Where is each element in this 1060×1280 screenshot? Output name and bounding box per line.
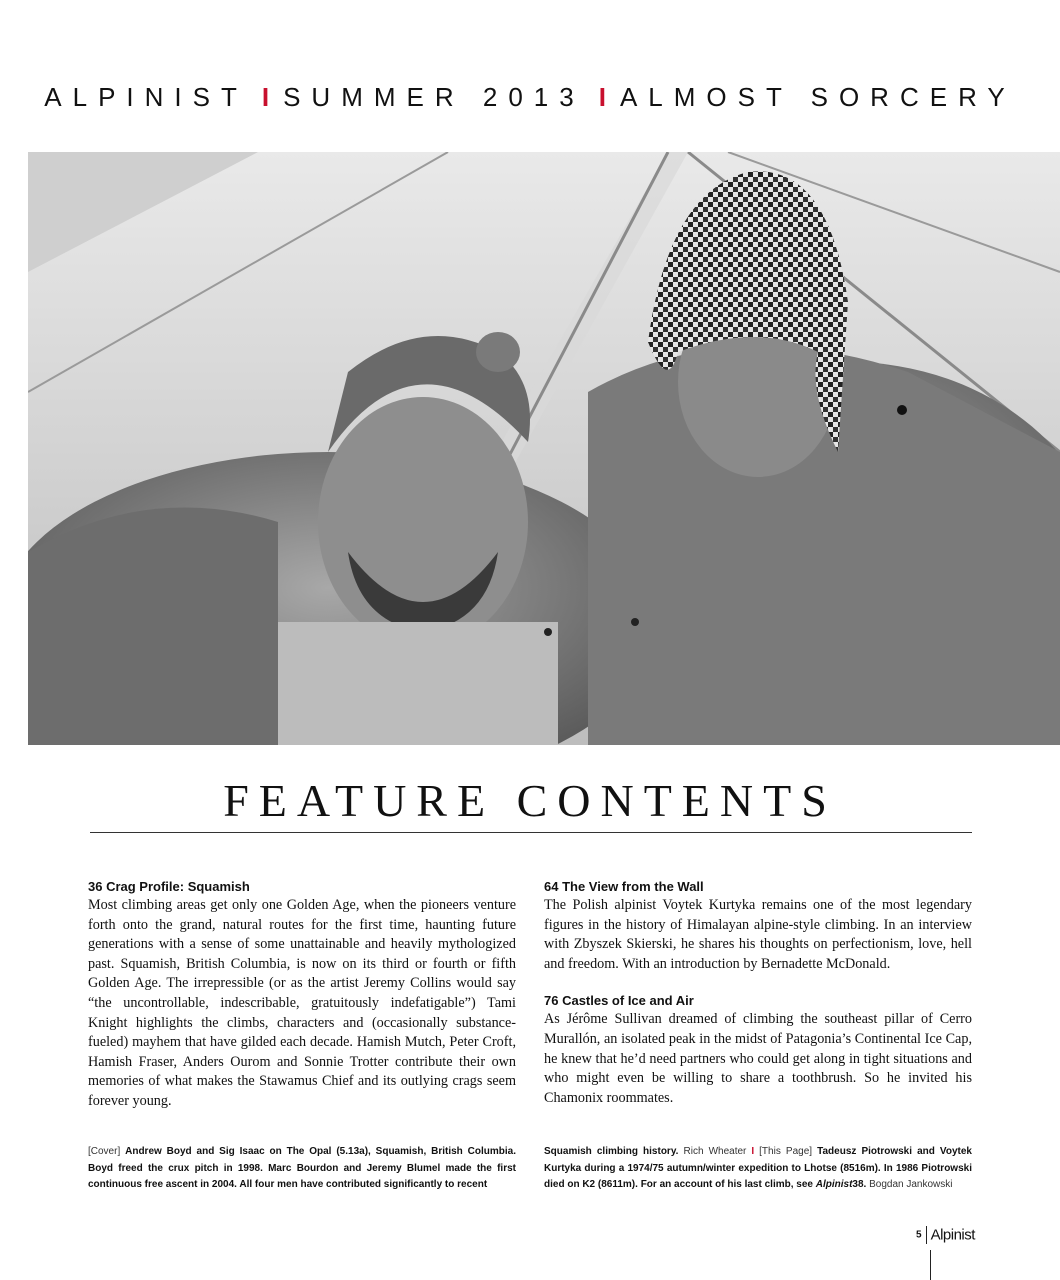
page-title: FEATURE CONTENTS — [223, 775, 837, 826]
title-rule — [90, 832, 972, 833]
folio-brand: Alpinist — [930, 1226, 975, 1244]
photo-illustration — [28, 152, 1060, 745]
cover-caption — [88, 1144, 516, 1194]
feature-entry — [88, 878, 516, 1112]
header-issue: SUMMER 2013 — [283, 82, 585, 112]
right-column — [544, 878, 972, 1122]
photo-caption — [544, 1144, 972, 1194]
running-header — [0, 82, 1060, 113]
caption-separator: I — [751, 1146, 755, 1157]
issue-reference: 38. — [852, 1179, 867, 1190]
page-number: 5 — [916, 1229, 922, 1241]
feature-heading: 36 Crag Profile: Squamish — [88, 879, 250, 894]
feature-description: As Jérôme Sullivan dreamed of climbing the southeast pillar of Cerro Murallón, an isolated peak in the midst of Patagonia’s Continental Ice Cap, he knew that he’d need partners who could get along in tight situations and who might even be willing to share a toothbrush. So he invited his Chamonix roommates. — [544, 1011, 972, 1106]
feature-heading: 64 The View from the Wall — [544, 879, 704, 894]
feature-photo — [28, 152, 1060, 745]
header-separator: I — [598, 82, 606, 112]
feature-entry — [544, 878, 972, 974]
feature-description: Most climbing areas get only one Golden Age, when the pioneers venture forth onto the grand, natural routes for the first time, haunting future generations with a sense of some unattainable and heavily mythologized past. Squamish, British Columbia, is now on its third or fourth or fifth Golden Age. The irrepressible (or as the artist Jeremy Collins would say “the uncontrollable, indescribable, gratuitously indefatigable”) Tami Knight highlights the climbs, characters and (occasionally substance-fueled) mayhem that have gilded each decade. Hamish Mutch, Peter Croft, Hamish Fraser, Anders Ourom and Sonnie Trotter contribute their own memories of what makes the Stawamus Chief and its outlying crags seem forever young. — [88, 897, 516, 1109]
feature-heading: 76 Castles of Ice and Air — [544, 993, 694, 1009]
cover-caption-continued: Squamish climbing history. — [544, 1146, 679, 1157]
cover-tag: [Cover] — [88, 1146, 121, 1157]
feature-entry — [544, 992, 972, 1108]
magazine-reference: Alpinist — [815, 1179, 853, 1190]
feature-description: The Polish alpinist Voytek Kurtyka remains one of the most legendary figures in the history of Himalayan alpine-style climbing. In an interview with Zbyszek Skierski, he shares his thoughts on perfectionism, love, hell and freedom. With an introduction by Bernadette McDonald. — [544, 897, 972, 972]
header-theme: ALMOST SORCERY — [619, 82, 1016, 112]
cover-caption-text: Andrew Boyd and Sig Isaac on The Opal (5.13a), Squamish, British Columbia. Boyd freed the crux pitch in 1998. Marc Bourdon and Jeremy Blumel made the first continuous free ascent in 2004. All four men have contributed significantly to recent — [88, 1146, 516, 1190]
page-folio — [916, 1226, 975, 1244]
page-tag: [This Page] — [759, 1146, 813, 1157]
folio-divider — [926, 1226, 927, 1244]
header-separator: I — [261, 82, 270, 112]
folio-rule — [930, 1250, 931, 1280]
left-column — [88, 878, 516, 1126]
cover-photo-credit: Rich Wheater — [683, 1146, 747, 1157]
page-caption-text: Tadeusz Piotrowski and Voytek Kurtyka during a 1974/75 autumn/winter expedition to Lhotse (8516m). In 1986 Piotrowski died on K2 (8611m). For an account of his last climb, see — [544, 1146, 972, 1190]
page-photo-credit: Bogdan Jankowski — [869, 1179, 953, 1190]
header-magazine: ALPINIST — [44, 82, 248, 112]
